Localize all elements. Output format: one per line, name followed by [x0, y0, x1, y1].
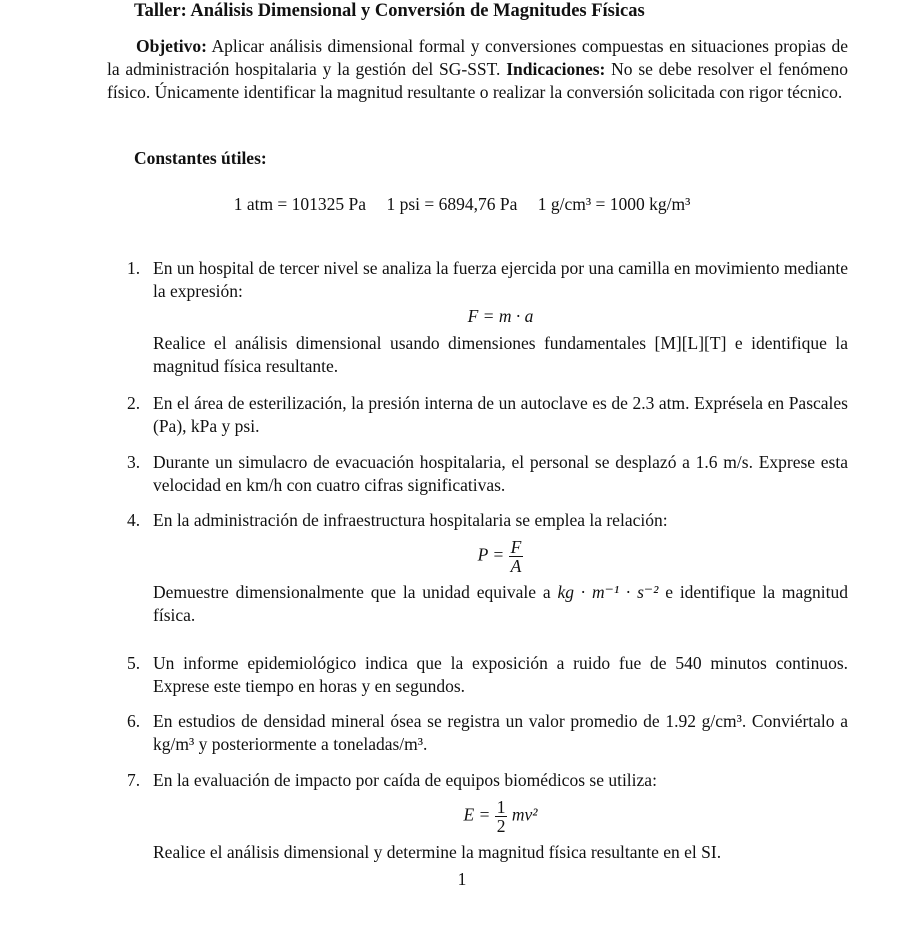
problem-item [127, 710, 848, 756]
problem-text: En estudios de densidad mineral ósea se registra un valor promedio de 1.92 g/cm³. Conviértalo a kg/m³ y posteriormente a toneladas/m³. [153, 711, 848, 754]
problem-text: En la administración de infraestructura hospitalaria se emplea la relación: [153, 510, 668, 530]
problem-item [127, 257, 848, 378]
problem-text: Durante un simulacro de evacuación hospitalaria, el personal se desplazó a 1.6 m/s. Exprese esta velocidad en km/h con cuatro cifras significativas. [153, 452, 848, 495]
problem-number: 1. [127, 258, 141, 278]
problem-text: En la evaluación de impacto por caída de equipos biomédicos se utiliza: [153, 770, 657, 790]
problem-instruction [153, 581, 848, 627]
instruction-post: e identifique la magnitud física. [153, 582, 849, 625]
problem-number: 2. [127, 393, 141, 413]
objective-text: Aplicar análisis dimensional formal y conversiones compuestas en situaciones propias de la administración hospitalaria y la gestión del SG-SST. [107, 36, 848, 79]
equation-fraction [495, 798, 508, 835]
problem-number: 3. [127, 452, 141, 472]
problem-text: En el área de esterilización, la presión interna de un autoclave es de 2.3 atm. Exprésela en Pascales (Pa), kPa y psi. [153, 393, 848, 436]
objective-label: Objetivo: [136, 36, 207, 56]
instruction-unit: kg · m⁻¹ · s⁻² [557, 582, 659, 602]
fraction-numerator: 1 [496, 797, 506, 817]
equation-lhs: E = [463, 804, 491, 825]
equation-rhs: mv² [511, 804, 538, 825]
instruction-pre: Demuestre dimensionalmente que la unidad equivale a [153, 582, 551, 602]
problem-instruction: Realice el análisis dimensional y determine la magnitud física resultante en el SI. [153, 842, 722, 862]
problem-item [127, 451, 848, 497]
fraction-denominator: 2 [496, 816, 506, 836]
problem-number: 5. [127, 653, 141, 673]
problem-equation: F = m · a [467, 306, 534, 326]
page-number: 1 [457, 869, 467, 889]
constant-density: 1 g/cm³ = 1000 kg/m³ [537, 194, 691, 214]
constants-row [0, 193, 924, 216]
problem-equation [153, 538, 848, 575]
constant-atm: 1 atm = 101325 Pa [233, 194, 367, 214]
equation-fraction [509, 538, 524, 575]
document-title: Taller: Análisis Dimensional y Conversión de Magnitudes Físicas [134, 1, 645, 21]
problem-instruction: Realice el análisis dimensional usando dimensiones fundamentales [M][L][T] e identifique la magnitud física resultante. [153, 333, 848, 376]
fraction-denominator: A [510, 556, 522, 576]
problem-item [127, 652, 848, 698]
indications-label: Indicaciones: [506, 59, 606, 79]
problem-number: 6. [127, 711, 141, 731]
problem-item [127, 769, 848, 864]
problem-equation [153, 798, 848, 835]
indications-text: No se debe resolver el fenómeno físico. Únicamente identificar la magnitud resultante o realizar la conversión solicitada con rigor técnico. [107, 59, 849, 102]
equation-lhs: P = [477, 544, 505, 565]
problem-text: Un informe epidemiológico indica que la exposición a ruido fue de 540 minutos continuos. Exprese este tiempo en horas y en segundos. [153, 653, 848, 696]
constant-psi: 1 psi = 6894,76 Pa [386, 194, 518, 214]
problem-number: 7. [127, 770, 141, 790]
problem-text: En un hospital de tercer nivel se analiza la fuerza ejercida por una camilla en movimiento mediante la expresión: [153, 258, 848, 301]
fraction-numerator: F [510, 537, 522, 557]
problem-number: 4. [127, 510, 141, 530]
objective-paragraph [107, 35, 848, 104]
problem-item [127, 509, 849, 627]
problem-item [127, 392, 848, 438]
constants-heading: Constantes útiles: [134, 148, 267, 168]
